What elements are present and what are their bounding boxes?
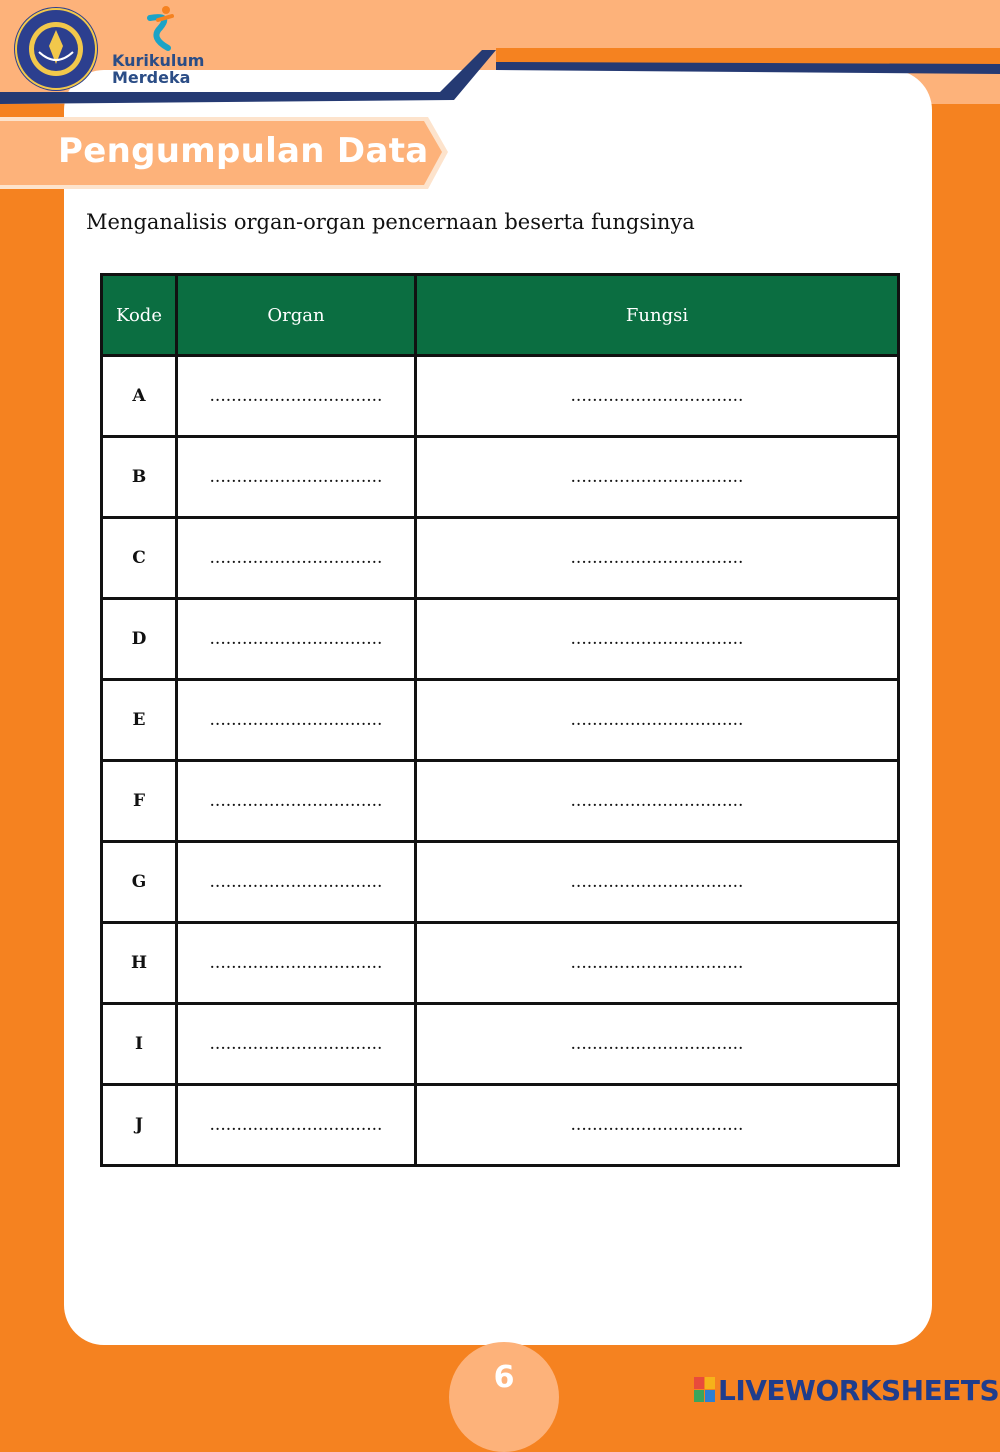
kurikulum-merdeka-logo <box>110 4 220 90</box>
row-code: J <box>102 1085 177 1166</box>
table-row <box>102 923 899 1004</box>
organ-table <box>100 273 900 1167</box>
organ-answer-field[interactable]: ................................ <box>177 1085 416 1166</box>
row-code: H <box>102 923 177 1004</box>
table-row <box>102 761 899 842</box>
organ-answer-field[interactable]: ................................ <box>177 518 416 599</box>
table-row <box>102 1085 899 1166</box>
function-answer-field[interactable]: ................................ <box>416 356 899 437</box>
row-code: E <box>102 680 177 761</box>
page-number-badge <box>449 1342 559 1452</box>
table-row <box>102 842 899 923</box>
row-code: A <box>102 356 177 437</box>
liveworksheets-icon <box>694 1377 716 1403</box>
header-kode: Kode <box>102 275 177 356</box>
table-row <box>102 680 899 761</box>
row-code: B <box>102 437 177 518</box>
university-seal-logo <box>13 6 99 92</box>
liveworksheets-text: LIVEWORKSHEETS <box>718 1373 1000 1407</box>
row-code: D <box>102 599 177 680</box>
instruction-text: Menganalisis organ-organ pencernaan beserta fungsinya <box>86 210 695 234</box>
table-row <box>102 437 899 518</box>
row-code: C <box>102 518 177 599</box>
function-answer-field[interactable]: ................................ <box>416 842 899 923</box>
header-fungsi: Fungsi <box>416 275 899 356</box>
table-header-row <box>102 275 899 356</box>
brand-line-1: Kurikulum <box>112 51 205 70</box>
function-answer-field[interactable]: ................................ <box>416 680 899 761</box>
section-title: Pengumpulan Data <box>58 131 429 171</box>
row-code: F <box>102 761 177 842</box>
function-answer-field[interactable]: ................................ <box>416 599 899 680</box>
table-row <box>102 356 899 437</box>
kurikulum-merdeka-text <box>112 52 204 86</box>
organ-answer-field[interactable]: ................................ <box>177 923 416 1004</box>
organ-answer-field[interactable]: ................................ <box>177 437 416 518</box>
organ-answer-field[interactable]: ................................ <box>177 842 416 923</box>
table-row <box>102 518 899 599</box>
function-answer-field[interactable]: ................................ <box>416 923 899 1004</box>
organ-answer-field[interactable]: ................................ <box>177 1004 416 1085</box>
table-row <box>102 599 899 680</box>
brand-line-2: Merdeka <box>112 68 191 87</box>
liveworksheets-watermark <box>694 1372 999 1408</box>
function-answer-field[interactable]: ................................ <box>416 761 899 842</box>
function-answer-field[interactable]: ................................ <box>416 518 899 599</box>
organ-answer-field[interactable]: ................................ <box>177 680 416 761</box>
table-row <box>102 1004 899 1085</box>
organ-answer-field[interactable]: ................................ <box>177 599 416 680</box>
page-number: 6 <box>493 1360 515 1395</box>
function-answer-field[interactable]: ................................ <box>416 1004 899 1085</box>
row-code: I <box>102 1004 177 1085</box>
row-code: G <box>102 842 177 923</box>
function-answer-field[interactable]: ................................ <box>416 437 899 518</box>
header-organ: Organ <box>177 275 416 356</box>
organ-answer-field[interactable]: ................................ <box>177 761 416 842</box>
organ-answer-field[interactable]: ................................ <box>177 356 416 437</box>
kurikulum-merdeka-icon <box>138 4 178 52</box>
function-answer-field[interactable]: ................................ <box>416 1085 899 1166</box>
